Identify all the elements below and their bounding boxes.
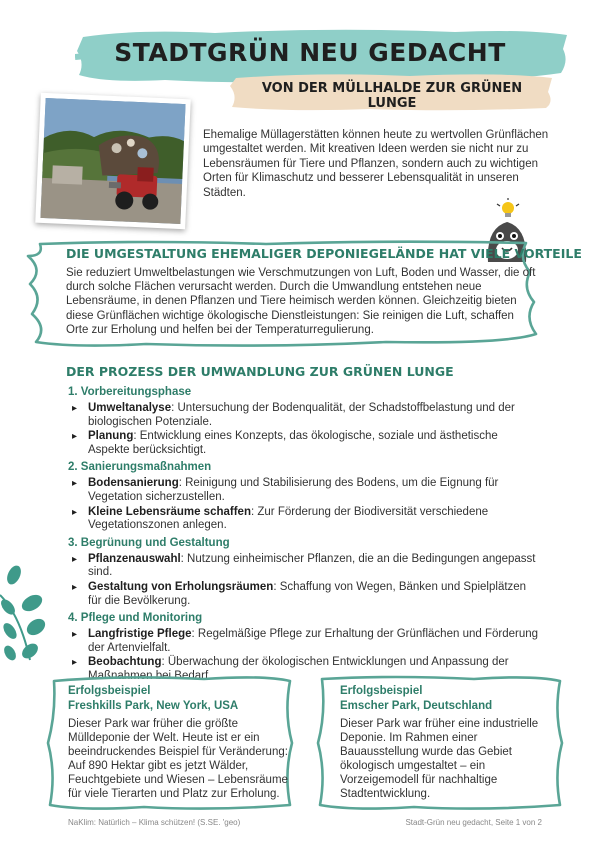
- phase-2: [68, 460, 538, 532]
- item-desc: : Reinigung und Stabilisierung des Bodens, um die Eignung für Vegetation sicherzustellen.: [88, 477, 499, 503]
- page-subtitle: VON DER MÜLLHALDE ZUR GRÜNEN LUNGE: [261, 81, 523, 111]
- item-desc: : Nutzung einheimischer Pflanzen, die an die Bedingungen angepasst sind.: [88, 552, 536, 579]
- list-item: [68, 506, 538, 533]
- item-term: Kleine Lebensräume schaffen: [88, 505, 251, 518]
- list-item: [68, 477, 538, 504]
- leaf-branch-icon: [0, 565, 48, 665]
- example-place: Emscher Park, Deutschland: [340, 700, 493, 712]
- footer-left: NaKlim: Natürlich – Klima schützen! (S.SE. 'geo): [68, 818, 241, 827]
- phase-title: 3. Begrünung und Gestaltung: [68, 536, 230, 549]
- item-term: Bodensanierung: [88, 477, 179, 490]
- landfill-photo: [35, 93, 191, 229]
- phase-title: 2. Sanierungsmaßnahmen: [68, 461, 212, 474]
- footer-right: Stadt-Grün neu gedacht, Seite 1 von 2: [405, 818, 542, 827]
- example-text: Dieser Park war früher die größte Mülldeponie der Welt. Heute ist er ein beeindruckendes Beispiel für Veränderung: Auf 890 Hektar gibt es jetzt Wälder, Feuchtgebiete und Wiesen – Lebensräume für viele Tierarten und Platz zur Erholung.: [68, 718, 288, 801]
- example-place: Freshkills Park, New York, USA: [68, 700, 239, 712]
- item-desc: : Überwachung der ökologischen Entwicklungen und Anpassung der Maßnahmen bei Bedarf.: [88, 656, 509, 682]
- item-desc: : Schaffung von Wegen, Bänken und Spielplätzen für die Bevölkerung.: [88, 580, 527, 607]
- phase-3: [68, 536, 538, 608]
- example-label: Erfolgsbeispiel: [340, 685, 423, 697]
- item-term: Gestaltung von Erholungsräumen: [88, 580, 274, 593]
- advantages-heading: DIE UMGESTALTUNG EHEMALIGER DEPONIEGELÄNDE HAT VIELE VORTEILE: [66, 246, 582, 261]
- example-card-1: [68, 684, 290, 802]
- item-desc: : Zur Förderung der Biodiversität verschiedene Vegetationszonen anlegen.: [88, 505, 489, 532]
- item-desc: : Regelmäßige Pflege zur Erhaltung der Grünflächen und Förderung der Artenvielfalt.: [88, 628, 539, 654]
- phase-title: 4. Pflege und Monitoring: [68, 612, 203, 625]
- list-item: [68, 430, 538, 457]
- item-desc: : Entwicklung eines Konzepts, das ökologische, soziale und ästhetische Aspekte berücksichtigt.: [88, 430, 498, 456]
- example-text: Dieser Park war früher eine industrielle Deponie. Im Rahmen einer Bauausstellung wurde das Gebiet ökologisch umgestaltet – ein Vorzeigemodell für nachhaltige Stadtentwicklung.: [340, 718, 539, 801]
- example-card-2: [340, 684, 540, 802]
- phase-title: 1. Vorbereitungsphase: [68, 386, 192, 398]
- example-label: Erfolgsbeispiel: [68, 685, 151, 697]
- phase-1: [68, 385, 538, 457]
- page-title: STADTGRÜN NEU GEDACHT: [114, 38, 506, 67]
- item-term: Planung: [88, 430, 134, 443]
- item-term: Pflanzenauswahl: [88, 552, 181, 565]
- list-item: [68, 628, 538, 655]
- item-desc: : Untersuchung der Bodenqualität, der Schadstoffbelastung und der biologischen Potenziale.: [88, 402, 515, 428]
- list-item: [68, 553, 538, 580]
- list-item: [68, 581, 538, 608]
- advantages-text: Sie reduziert Umweltbelastungen wie Verschmutzungen von Luft, Boden und Wasser, die oft durch solche Flächen verursacht werden. Durch die Umwandlung entstehen neue Lebensräume, in denen Pflanzen und Tiere heimisch werden können. Gleichzeitig bieten diese Grünflächen wichtige ökologische Dienstleistungen: Sie reinigen die Luft, schaffen Orte zur Erholung und helfen bei der Temperaturregulierung.: [66, 267, 536, 336]
- item-term: Langfristige Pflege: [88, 628, 192, 641]
- list-item: [68, 402, 538, 429]
- item-term: Umweltanalyse: [88, 402, 172, 414]
- landfill-image: [35, 93, 191, 229]
- item-term: Beobachtung: [88, 656, 162, 669]
- process-steps: [68, 382, 538, 685]
- process-heading: DER PROZESS DER UMWANDLUNG ZUR GRÜNEN LUNGE: [66, 364, 454, 379]
- intro-text: Ehemalige Müllagerstätten können heute zu wertvollen Grünflächen umgestaltet werden. Mit kreativen Ideen werden sie nicht nur zu Lebensräumen für Tiere und Pflanzen, sondern auch zu wichtigen Orten für Klimaschutz und besserer Lebensqualität in unseren Städten.: [203, 129, 549, 199]
